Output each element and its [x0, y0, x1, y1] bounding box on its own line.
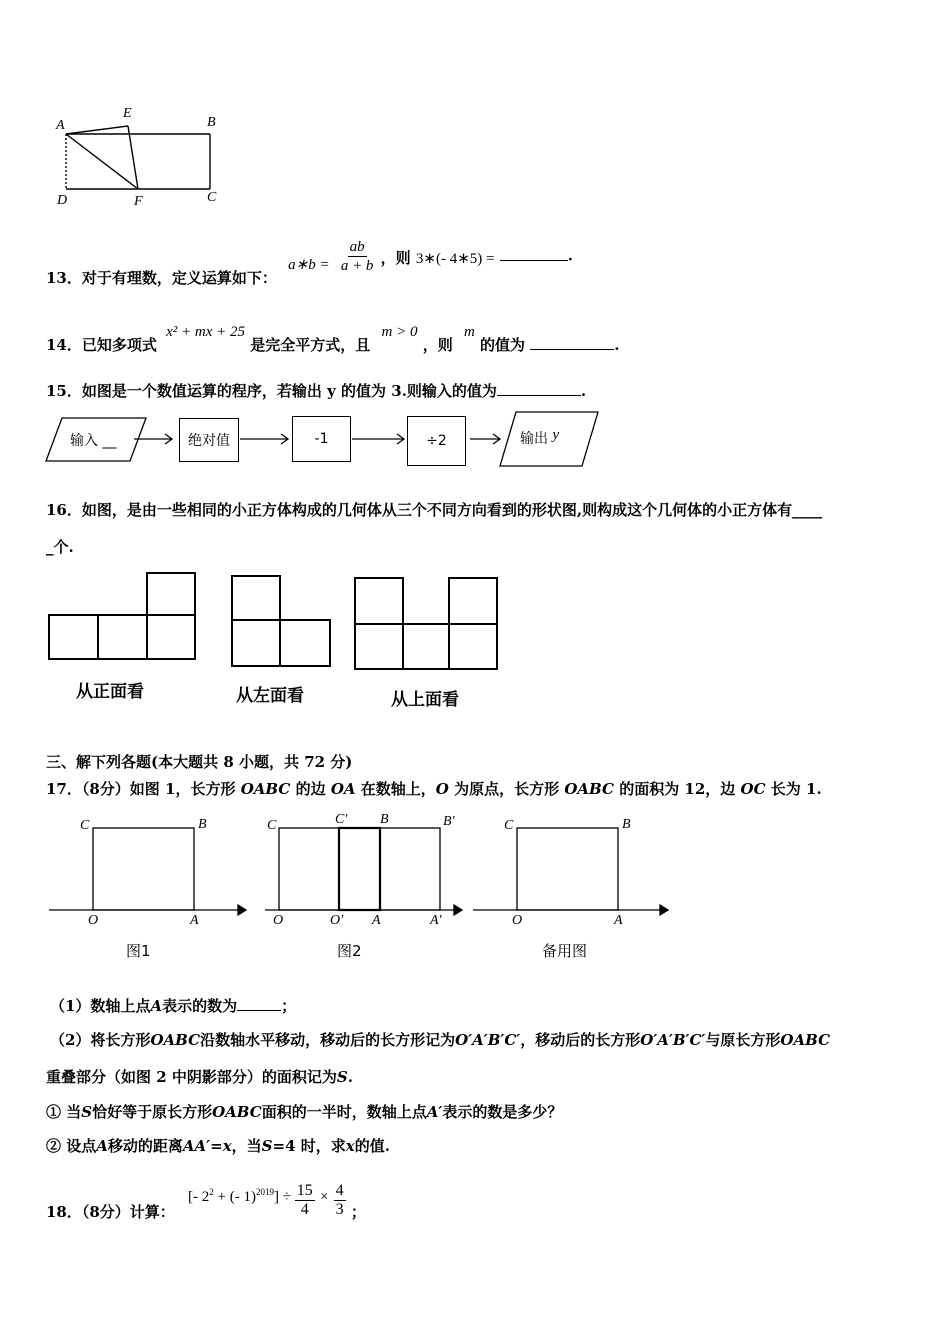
fig1-label-b: B: [198, 817, 207, 832]
q18-frac2-den: 3: [335, 1201, 344, 1218]
fig2-label-o-prime: O′: [330, 913, 344, 928]
point-label-e: E: [123, 106, 132, 121]
flow-input-label: 输入 __: [70, 433, 117, 449]
q17-sub1: ① 当S恰好等于原长方形OABC面积的一半时，数轴上点A′表示的数是多少？: [46, 1103, 563, 1121]
question-17-stem: 17．（8分）如图 1，长方形 OABC 的边 OA 在数轴上，O 为原点，长方形 OABC 的面积为 12，边 OC 长为 1.: [46, 780, 822, 798]
view-title-left: 从左面看: [236, 686, 304, 706]
q18-frac2-num: 4: [335, 1182, 344, 1199]
question-18: [46, 1170, 366, 1221]
fig3-label-b: B: [622, 817, 631, 832]
fig2-label-o: O: [273, 913, 284, 928]
q17-sub2: ② 设点A移动的距离AA′=x，当S=4 时，求x的值.: [46, 1137, 390, 1155]
point-label-b: B: [207, 115, 216, 130]
question-16-line2: _个.: [46, 538, 74, 556]
q18-frac1-den: 4: [300, 1201, 309, 1218]
q14-condition: m > 0: [381, 324, 418, 340]
q18-end: ；: [350, 1202, 366, 1221]
q13-prefix: 13．对于有理数，定义运算如下：: [46, 268, 277, 287]
fig3-caption: 备用图: [542, 942, 588, 960]
fig3-label-c: C: [504, 818, 514, 833]
q18-expr-c: ] ÷: [274, 1188, 291, 1205]
fig3-label-a: A: [614, 913, 623, 928]
fig1-label-o: O: [88, 913, 99, 928]
q17-part2-line1: （2）将长方形OABC沿数轴水平移动，移动后的长方形记为O′A′B′C′，移动后的长方形O′A′B′C′与原长方形OABC: [50, 1031, 831, 1049]
q15-dot: .: [580, 382, 587, 400]
q17-part2-line2: 重叠部分（如图 2 中阴影部分）的面积记为S.: [46, 1068, 353, 1086]
fig1-label-a: A: [190, 913, 199, 928]
q18-expr-a: [- 2: [188, 1188, 210, 1205]
fig1-caption: 图1: [126, 942, 151, 960]
q13-fraction-num: ab: [349, 239, 365, 255]
q14-mid1: 是完全平方式，且: [250, 336, 371, 354]
q13-definition: a∗b =: [288, 256, 330, 273]
q13-expression: 3∗(- 4∗5) =: [415, 250, 495, 267]
fig2-label-a: A: [372, 913, 381, 928]
q14-prefix: 14．已知多项式: [46, 336, 157, 354]
q13-fraction-den: a + b: [340, 258, 374, 274]
flow-divide-two-box: ÷2: [407, 416, 466, 466]
flow-output-var: y: [552, 427, 560, 443]
fig2-label-c-prime: C′: [335, 812, 348, 827]
q17-part1-blank[interactable]: [237, 1010, 281, 1011]
flow-output-text: 输出: [520, 431, 548, 447]
view-title-top: 从上面看: [391, 690, 459, 710]
section-3-title: 三、解下列各题(本大题共 8 小题，共 72 分): [46, 753, 353, 771]
point-label-a: A: [56, 118, 65, 133]
q13-mid: ，则: [380, 248, 411, 267]
flow-abs-box: 绝对值: [179, 418, 239, 462]
fig2-label-b-prime: B′: [443, 814, 455, 829]
fig2-caption: 图2: [337, 942, 362, 960]
q14-end: 的值为: [480, 336, 526, 354]
point-label-d: D: [57, 193, 68, 208]
fig1-label-c: C: [80, 818, 90, 833]
flow-minus-one-box: -1: [292, 416, 351, 462]
point-label-f: F: [134, 194, 143, 209]
fig2-label-a-prime: A′: [430, 913, 442, 928]
q18-frac1-num: 15: [296, 1182, 313, 1199]
q14-variable: m: [463, 324, 475, 340]
q14-mid2: ，则: [422, 336, 453, 354]
q15-text: 15．如图是一个数值运算的程序，若输出 y 的值为 3.则输入的值为: [46, 382, 497, 400]
q18-sup2: 2: [209, 1186, 214, 1197]
fig2-label-b: B: [380, 812, 389, 827]
q14-dot: .: [614, 336, 620, 354]
q13-end: .: [567, 246, 573, 265]
q17-part1: （1）数轴上点A表示的数为 ；: [50, 997, 297, 1015]
point-label-c: C: [207, 190, 217, 205]
q18-expr-b: + (- 1): [213, 1188, 256, 1205]
q18-sup2019: 2019: [256, 1186, 274, 1197]
view-title-front: 从正面看: [76, 682, 144, 702]
question-16-line1: 16．如图，是由一些相同的小正方体构成的几何体从三个不同方向看到的形状图,则构成这个几何体的小正方体有____: [46, 501, 823, 519]
q18-times: ×: [319, 1188, 329, 1205]
q14-polynomial: x² + mx + 25: [166, 324, 245, 340]
q18-prefix: 18．（8分）计算：: [46, 1202, 175, 1221]
fig3-label-o: O: [512, 913, 523, 928]
fig2-label-c: C: [267, 818, 277, 833]
